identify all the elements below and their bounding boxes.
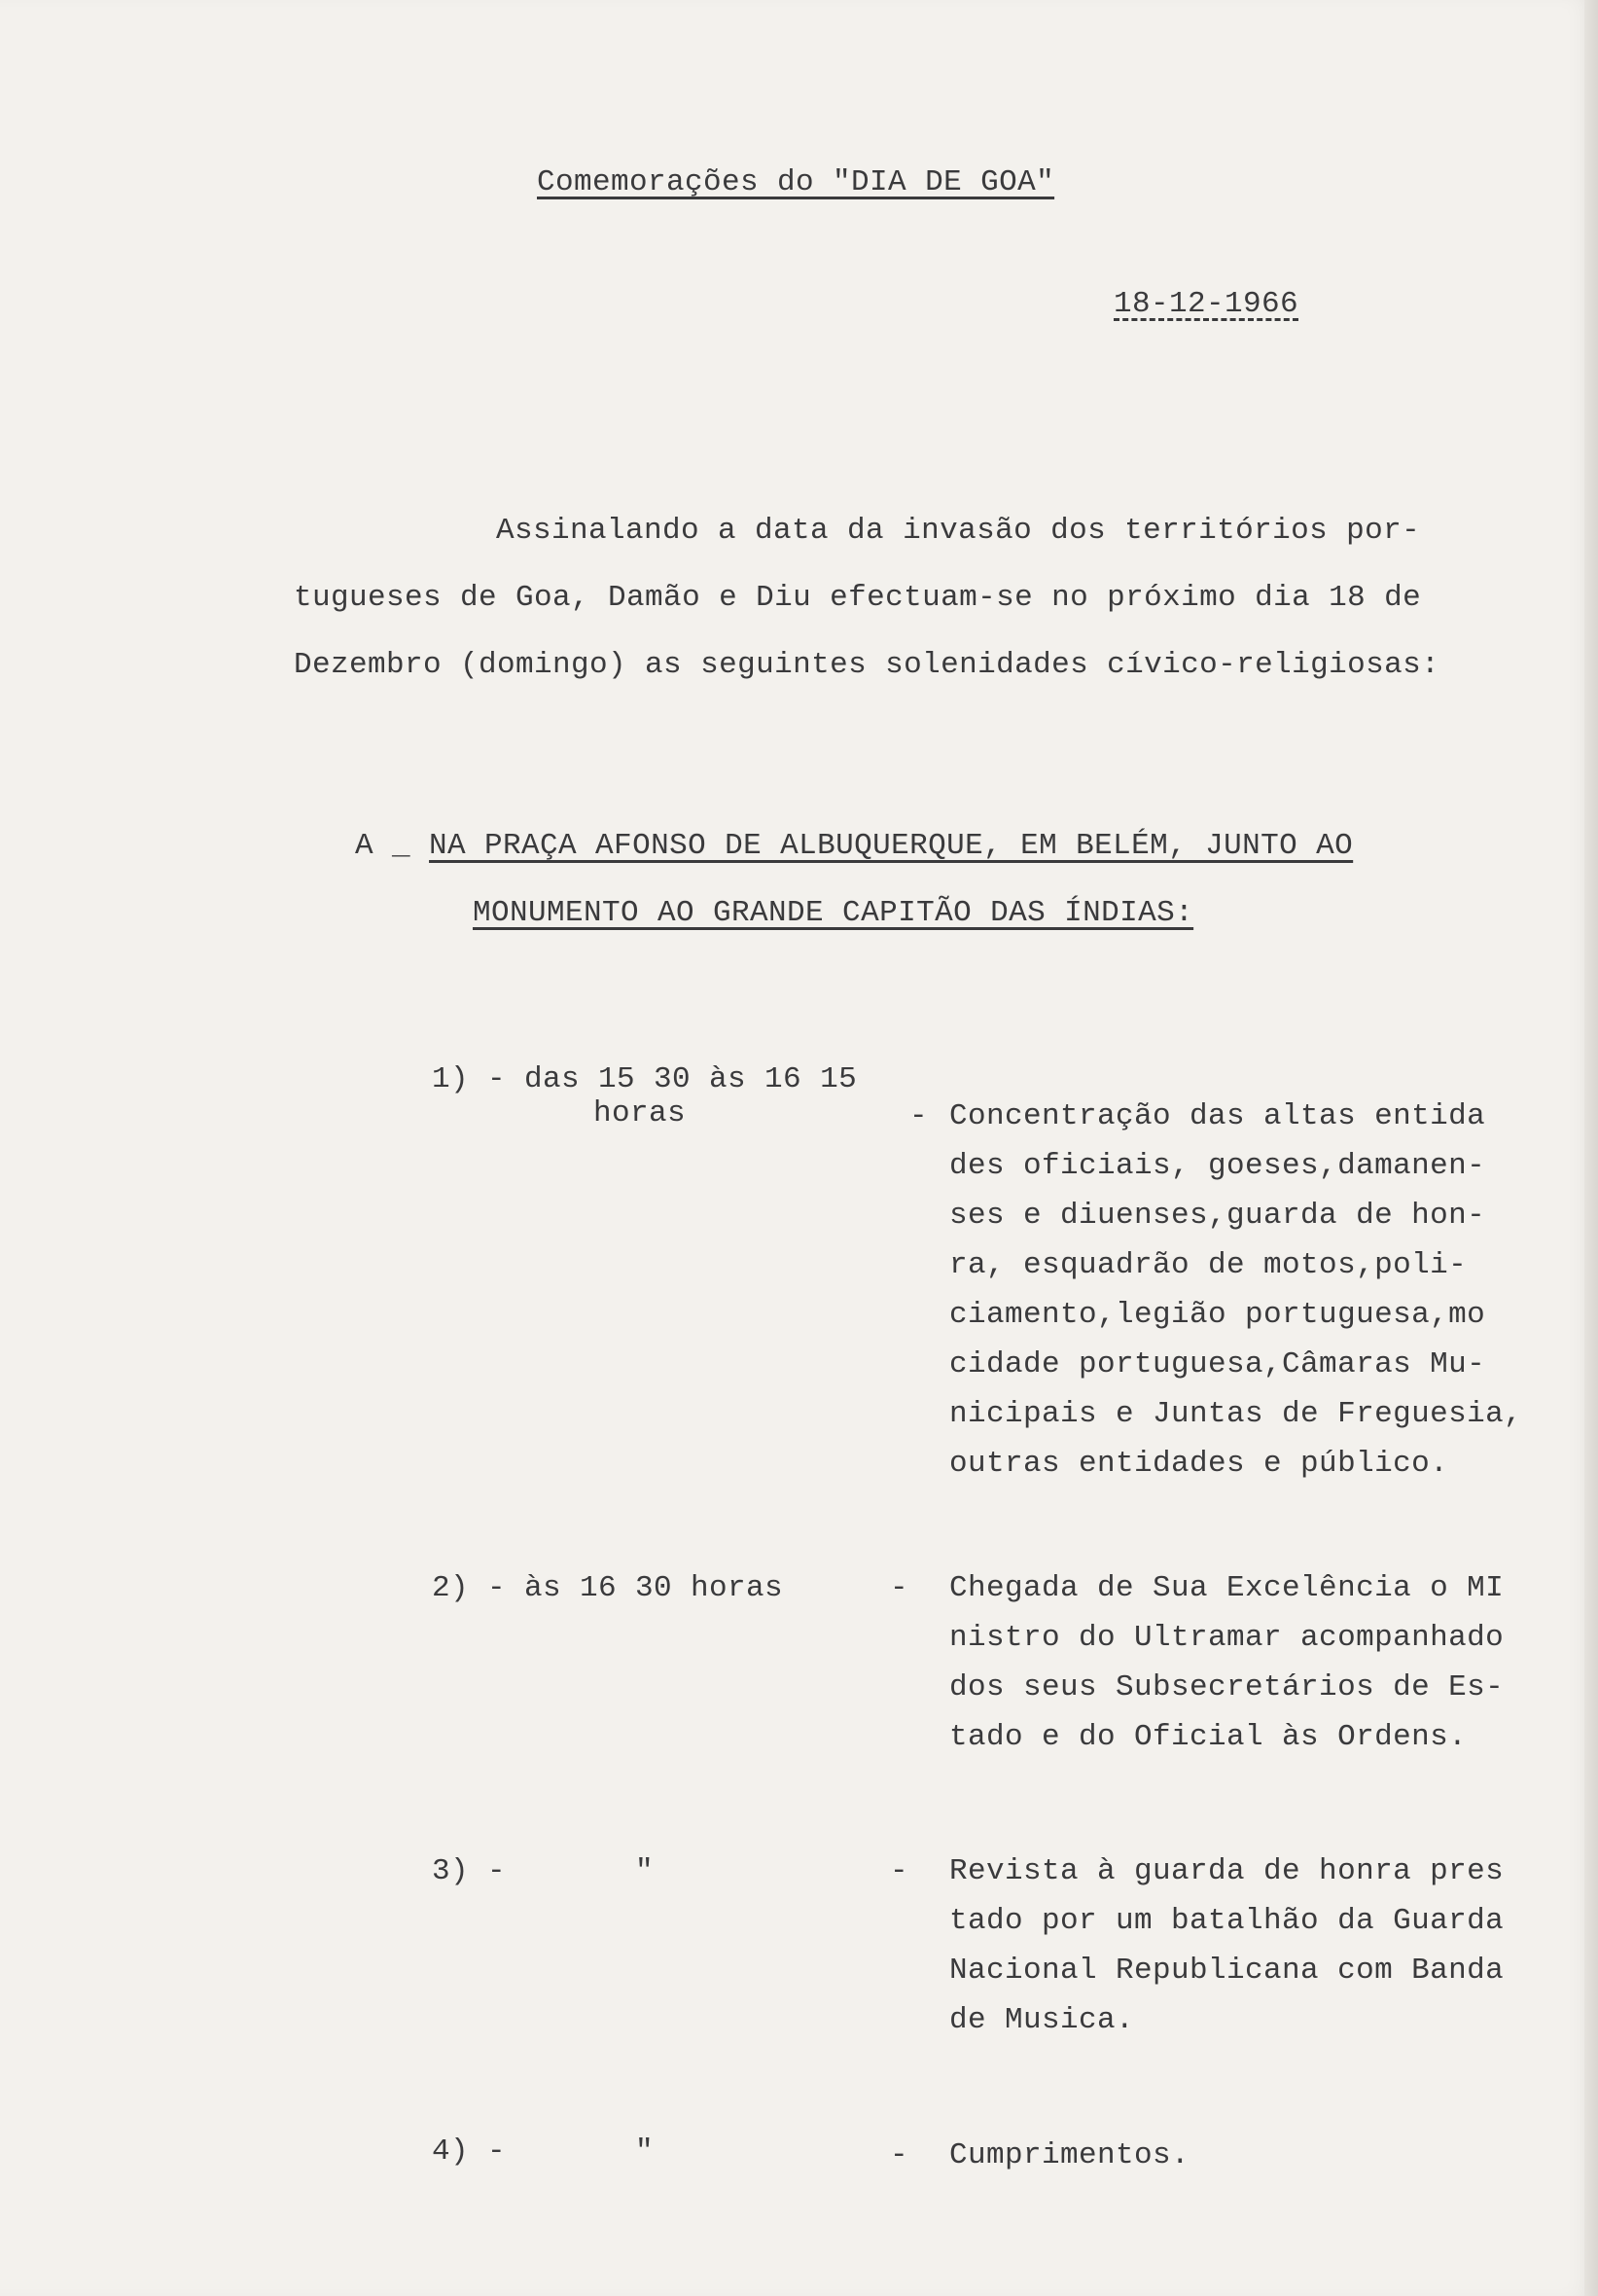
item-1-dash: - bbox=[909, 1099, 929, 1133]
section-letter: A _ bbox=[355, 829, 411, 863]
item-line: Concentração das altas entida bbox=[949, 1099, 1486, 1133]
item-line: nicipais e Juntas de Freguesia, bbox=[949, 1397, 1523, 1431]
intro-line: Dezembro (domingo) as seguintes solenidades cívico-religiosas: bbox=[294, 648, 1440, 682]
item-line: Nacional Republicana com Banda bbox=[949, 1954, 1505, 1988]
section-heading-line: MONUMENTO AO GRANDE CAPITÃO DAS ÍNDIAS: bbox=[473, 896, 1194, 930]
item-line: tado por um batalhão da Guarda bbox=[949, 1904, 1505, 1938]
document-date: 18-12-1966 bbox=[1114, 287, 1299, 321]
item-4-time: 4) - " bbox=[432, 2135, 655, 2169]
item-1-time-sub: horas bbox=[593, 1096, 687, 1130]
item-3-time: 3) - " bbox=[432, 1854, 655, 1888]
item-line: dos seus Subsecretários de Es- bbox=[949, 1670, 1505, 1704]
item-line: des oficiais, goeses,damanen- bbox=[949, 1149, 1486, 1183]
item-2-time: 2) - às 16 30 horas bbox=[432, 1571, 784, 1605]
intro-line: Assinalando a data da invasão dos territórios por- bbox=[496, 514, 1421, 548]
item-3-dash: - bbox=[890, 1854, 909, 1888]
item-3-description bbox=[949, 1854, 1504, 2053]
item-line: ses e diuenses,guarda de hon- bbox=[949, 1199, 1486, 1233]
item-2-dash: - bbox=[890, 1571, 909, 1605]
section-heading-line: NA PRAÇA AFONSO DE ALBUQUERQUE, EM BELÉM, JUNTO AO bbox=[429, 829, 1354, 863]
intro-paragraph bbox=[294, 514, 1519, 715]
item-line: tado e do Oficial às Ordens. bbox=[949, 1720, 1468, 1754]
item-line: nistro do Ultramar acompanhado bbox=[949, 1621, 1505, 1655]
item-4-description bbox=[949, 2138, 1190, 2188]
item-line: cidade portuguesa,Câmaras Mu- bbox=[949, 1347, 1486, 1381]
paper-edge bbox=[1584, 0, 1598, 2296]
item-line: ciamento,legião portuguesa,mo bbox=[949, 1298, 1486, 1332]
item-4-dash: - bbox=[890, 2138, 909, 2172]
item-2-description bbox=[949, 1571, 1504, 1770]
item-line: Cumprimentos. bbox=[949, 2138, 1190, 2172]
intro-line: tugueses de Goa, Damão e Diu efectuam-se no próximo dia 18 de bbox=[294, 581, 1422, 615]
item-1-time: 1) - das 15 30 às 16 15 bbox=[432, 1062, 858, 1096]
section-heading bbox=[355, 829, 1353, 963]
document-title: Comemorações do "DIA DE GOA" bbox=[537, 165, 1055, 199]
item-1-description bbox=[949, 1099, 1522, 1496]
item-line: ra, esquadrão de motos,poli- bbox=[949, 1248, 1468, 1282]
item-line: outras entidades e público. bbox=[949, 1447, 1449, 1481]
item-line: de Musica. bbox=[949, 2003, 1135, 2037]
item-line: Revista à guarda de honra pres bbox=[949, 1854, 1505, 1888]
item-line: Chegada de Sua Excelência o MI bbox=[949, 1571, 1505, 1605]
